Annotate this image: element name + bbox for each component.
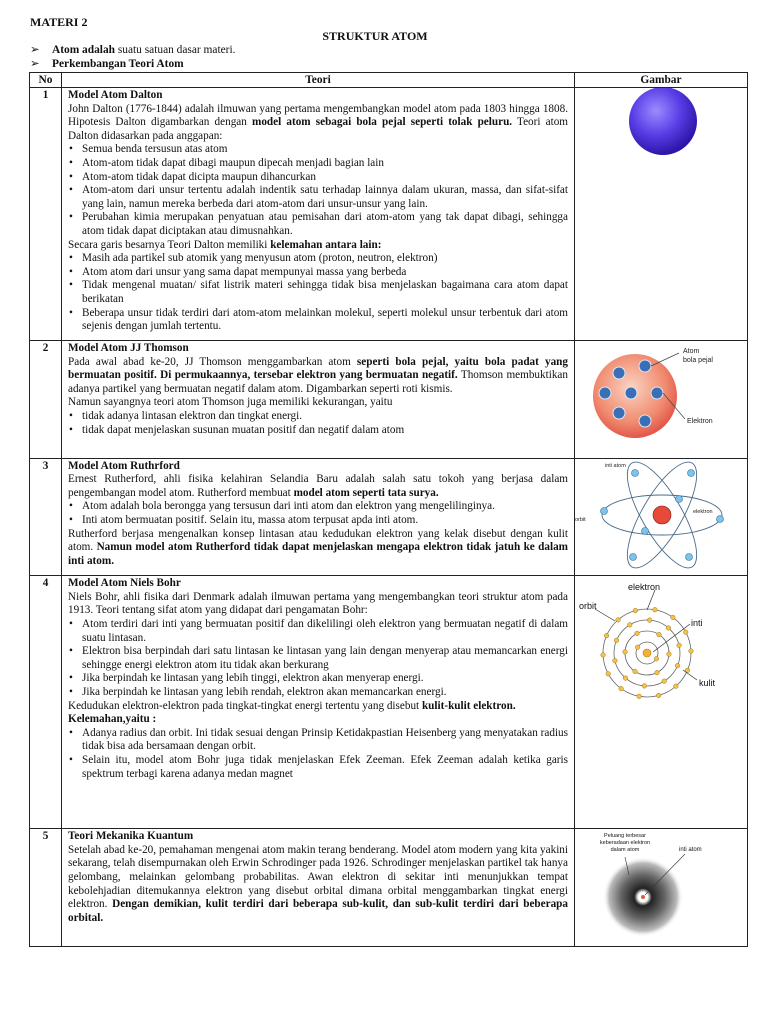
electron-dot (623, 676, 628, 681)
list-item: • Semua benda tersusun atas atom (68, 143, 568, 157)
electron-dot (606, 672, 611, 677)
paragraph: Secara garis besarnya Teori Dalton memiliki kelemahan antara lain: (68, 238, 382, 251)
row-title: Model Atom Niels Bohr (68, 577, 181, 590)
electron-dot (614, 638, 619, 643)
paragraph: Kedudukan elektron-elektron pada tingkat-tingkat energi tertentu yang disebut kulit-kulit elektron. (68, 699, 516, 712)
paragraph: Niels Bohr, ahli fisika dari Denmark adalah ilmuwan pertama yang mengembangkan teori struktur atom pada 1913. Teori tentang sifat atom yang didapat dari pengamatan Bohr: (68, 590, 568, 617)
gambar-cell (575, 458, 748, 576)
list-item: • tidak adanya lintasan elektron dan tingkat energi. (68, 410, 568, 424)
list-item: • Jika berpindah ke lintasan yang lebih tinggi, elektron akan menyerap energi. (68, 672, 568, 686)
table-row (30, 341, 748, 459)
label-elektron: elektron (628, 582, 661, 593)
electron-dot (637, 694, 642, 699)
intro-item: ➢ Atom adalah suatu satuan dasar materi. (30, 44, 236, 56)
electron-dot (642, 684, 647, 689)
rutherford-atom-image (575, 459, 748, 571)
list-item: • Atom-atom tidak dapat dibagi maupun dipecah menjadi bagian lain (68, 157, 568, 171)
gambar-cell (575, 829, 748, 947)
gambar-cell (575, 88, 748, 341)
label-atom: Atom (683, 348, 700, 355)
electron-dot (675, 664, 680, 669)
col-header-teori: Teori (62, 73, 575, 88)
table-row (30, 458, 748, 576)
list-item: • Selain itu, model atom Bohr juga tidak menjelaskan Efek Zeeman. Efek Zeeman adalah ketika garis spektrum terbagi karena adanya medan magnet (68, 754, 568, 781)
list-item: • Beberapa unsur tidak terdiri dari atom-atom melainkan molekul, seperti molekul unsur terbentuk dari atom sejenis dengan jumlah tertentu. (68, 307, 568, 334)
electron-dot (601, 653, 606, 658)
list-item: • Atom terdiri dari inti yang bermuatan positif dan dikelilingi oleh elektron yang bermuatan negatif di dalam suatu lintasan. (68, 618, 568, 645)
label-peluang-1: Peluang terbesar (604, 833, 646, 840)
list-item: • Tidak mengenal muatan/ sifat listrik materi sehingga tidak bisa menjelaskan bagaimana cara atom dapat berikatan (68, 279, 568, 306)
paragraph: Pada awal abad ke-20, JJ Thomson menggambarkan atom seperti bola pejal, yaitu bola padat yang bermuatan positif. Di permukaannya, tersebar elektron yang bermuatan negatif. Thomson membuktikan adanya partikel yang bermuatan negatif dalam atom. Digambarkan seperti roti kismis. (68, 355, 569, 395)
electron-dot (677, 643, 682, 648)
electron-dot (635, 645, 640, 650)
bullet-list (68, 252, 568, 334)
row-title: Model Atom Ruthrford (68, 459, 180, 472)
paragraph: Namun sayangnya teori atom Thomson juga memiliki kekurangan, yaitu (68, 396, 393, 409)
kuantum-atom-image (575, 829, 748, 941)
electron-dot (633, 669, 638, 674)
gambar-cell (575, 576, 748, 829)
list-item: • Atom-atom tidak dapat dicipta maupun dihancurkan (68, 171, 568, 185)
electron-dot (654, 657, 659, 662)
electron-dot (674, 684, 679, 689)
electron-dot (635, 631, 640, 636)
row-title: Teori Mekanika Kuantum (68, 830, 194, 843)
list-item: • Inti atom bermuatan positif. Selain itu, massa atom terpusat apda inti atom. (68, 514, 568, 528)
bullet-list (68, 410, 568, 437)
paragraph: John Dalton (1776-1844) adalah ilmuwan yang pertama mengembangkan model atom pada 1803 hingga 1808. Hipotesis Dalton digambarkan dengan model atom sebagai bola pejal seperti tolak peluru. Teori atom Dalton didasarkan pada anggapan: (68, 102, 568, 142)
electron-dot (666, 626, 671, 631)
table-row (30, 829, 748, 947)
label-elektron: Elektron (687, 418, 713, 425)
electron-dot (683, 630, 688, 635)
electron-dot (604, 634, 609, 639)
electron-dot (655, 670, 660, 675)
list-item: • Perubahan kimia merupakan penyatuan atau pemisahan dari atom-atom yang tak dapat dibagi, sehingga atom tidak dapat diciptakan atau dimusnahkan. (68, 211, 568, 238)
electron-dot (671, 615, 676, 620)
bullet-list (68, 618, 568, 700)
electron-dot (633, 608, 638, 613)
row-number: 4 (30, 576, 62, 829)
electron-dot (616, 618, 621, 623)
table-row (30, 576, 748, 829)
list-item: • Adanya radius dan orbit. Ini tidak sesuai dengan Prinsip Ketidakpastian Heisenberg yang menyatakan radius tidak bisa ada bersamaan dengan orbit. (68, 727, 568, 754)
paragraph: Rutherford berjasa mengenalkan konsep lintasan atau kedudukan elektron yang kelak disebut dengan kulit atom. Namun model atom Rutherford tidak dapat menjelaskan mengapa elektron tidak jatuh ke dalam inti atom. (68, 527, 568, 567)
dalton-atom-image (575, 88, 748, 158)
list-item: • Atom-atom dari unsur tertentu adalah indentik satu terhadap lainnya dalam ukuran, massa, dan sifat-sifat yang lain, namun mereka berbeda dari atom-atom dari unsur-unsur yang lain. (68, 184, 568, 211)
list-item: • Atom adalah bola berongga yang tersusun dari inti atom dan elektron yang mengelilinginya. (68, 500, 568, 514)
electron-dot (647, 618, 652, 623)
label-inti-atom: inti atom (605, 462, 626, 469)
table-row (30, 88, 748, 341)
list-item: • tidak dapat menjelaskan susunan muatan positif dan negatif dalam atom (68, 424, 568, 438)
list-item: • Masih ada partikel sub atomik yang menyusun atom (proton, neutron, elektron) (68, 252, 568, 266)
page-title: STRUKTUR ATOM (322, 29, 428, 43)
label-inti: inti (691, 618, 703, 629)
row-number: 2 (30, 341, 62, 459)
table-header-row (30, 73, 748, 88)
bullet-list (68, 143, 568, 238)
row-number: 3 (30, 458, 62, 576)
thomson-atom-image (575, 341, 748, 453)
electron-dot (657, 632, 662, 637)
list-item: • Jika berpindah ke lintasan yang lebih rendah, elektron akan memancarkan energi. (68, 686, 568, 700)
label-bola-pejal: bola pejal (683, 357, 713, 364)
bullet-list (68, 727, 568, 781)
kelemahan-label: Kelemahan,yaitu : (68, 713, 157, 726)
row-number: 1 (30, 88, 62, 341)
electron-dot (689, 649, 694, 654)
electron-dot (619, 686, 624, 691)
electron-dot (653, 608, 658, 613)
teori-cell (62, 829, 575, 947)
materi-label: MATERI 2 (30, 15, 88, 29)
label-kulit: kulit (699, 678, 716, 689)
label-orbit: orbit (579, 601, 597, 612)
arrow-bullet-icon: ➢ (30, 44, 40, 56)
electron-dot (613, 659, 618, 664)
label-orbit: orbit (575, 516, 586, 523)
teori-cell (62, 88, 575, 341)
bohr-atom-image (575, 576, 748, 701)
label-inti-atom: inti atom (679, 847, 702, 854)
electron-dot (627, 623, 632, 628)
label-peluang-2: keberadaan elektron (599, 840, 651, 847)
row-title: Model Atom Dalton (68, 89, 163, 101)
paragraph: Setelah abad ke-20, pemahaman mengenai atom makin terang benderang. Model atom modern yang kita yakini sekarang, telah disempurnakan oleh Erwin Schrodinger pada 1926. Schrodinger menjelaskan partikel tak hanya gelombang, melainkan gelombang probabilitas. Awan elektron di sekitar inti menunjukkan tempat kebolehjadian ditemukannya elektron yang disebut orbital dimana orbital menggambarkan tingkat energi elektron. Dengan demikian, kulit terdiri dari beberapa sub-kulit, dan sub-kulit terdiri dari beberapa orbital. (68, 843, 568, 924)
list-item: • Elektron bisa berpindah dari satu lintasan ke lintasan yang lain dengan menyerap atau memancarkan energi sehingge energi elektron atom itu tidak akan berkurang (68, 645, 568, 672)
row-title: Model Atom JJ Thomson (68, 342, 189, 354)
teori-cell (62, 576, 575, 829)
teori-cell (62, 341, 575, 459)
electron-dot (656, 693, 661, 698)
intro-item: ➢ Perkembangan Teori Atom (30, 58, 184, 70)
teori-atom-table (29, 72, 748, 947)
arrow-bullet-icon: ➢ (30, 58, 40, 70)
row-number: 5 (30, 829, 62, 947)
label-peluang-3: dalam atom (610, 847, 640, 854)
gambar-cell (575, 341, 748, 459)
electron-dot (667, 652, 672, 657)
col-header-gambar: Gambar (575, 73, 748, 88)
teori-cell (62, 458, 575, 576)
electron-dot (662, 679, 667, 684)
list-item: • Atom atom dari unsur yang sama dapat mempunyai massa yang berbeda (68, 266, 568, 280)
col-header-no: No (30, 73, 62, 88)
paragraph: Ernest Rutherford, ahli fisika kelahiran Selandia Baru adalah salah satu tokoh yang berjasa dalam pengembangan model atom. Rutherford membuat model atom seperti tata surya. (68, 473, 568, 499)
bullet-list (68, 500, 568, 527)
electron-dot (623, 650, 628, 655)
label-elektron: elektron (693, 508, 713, 515)
